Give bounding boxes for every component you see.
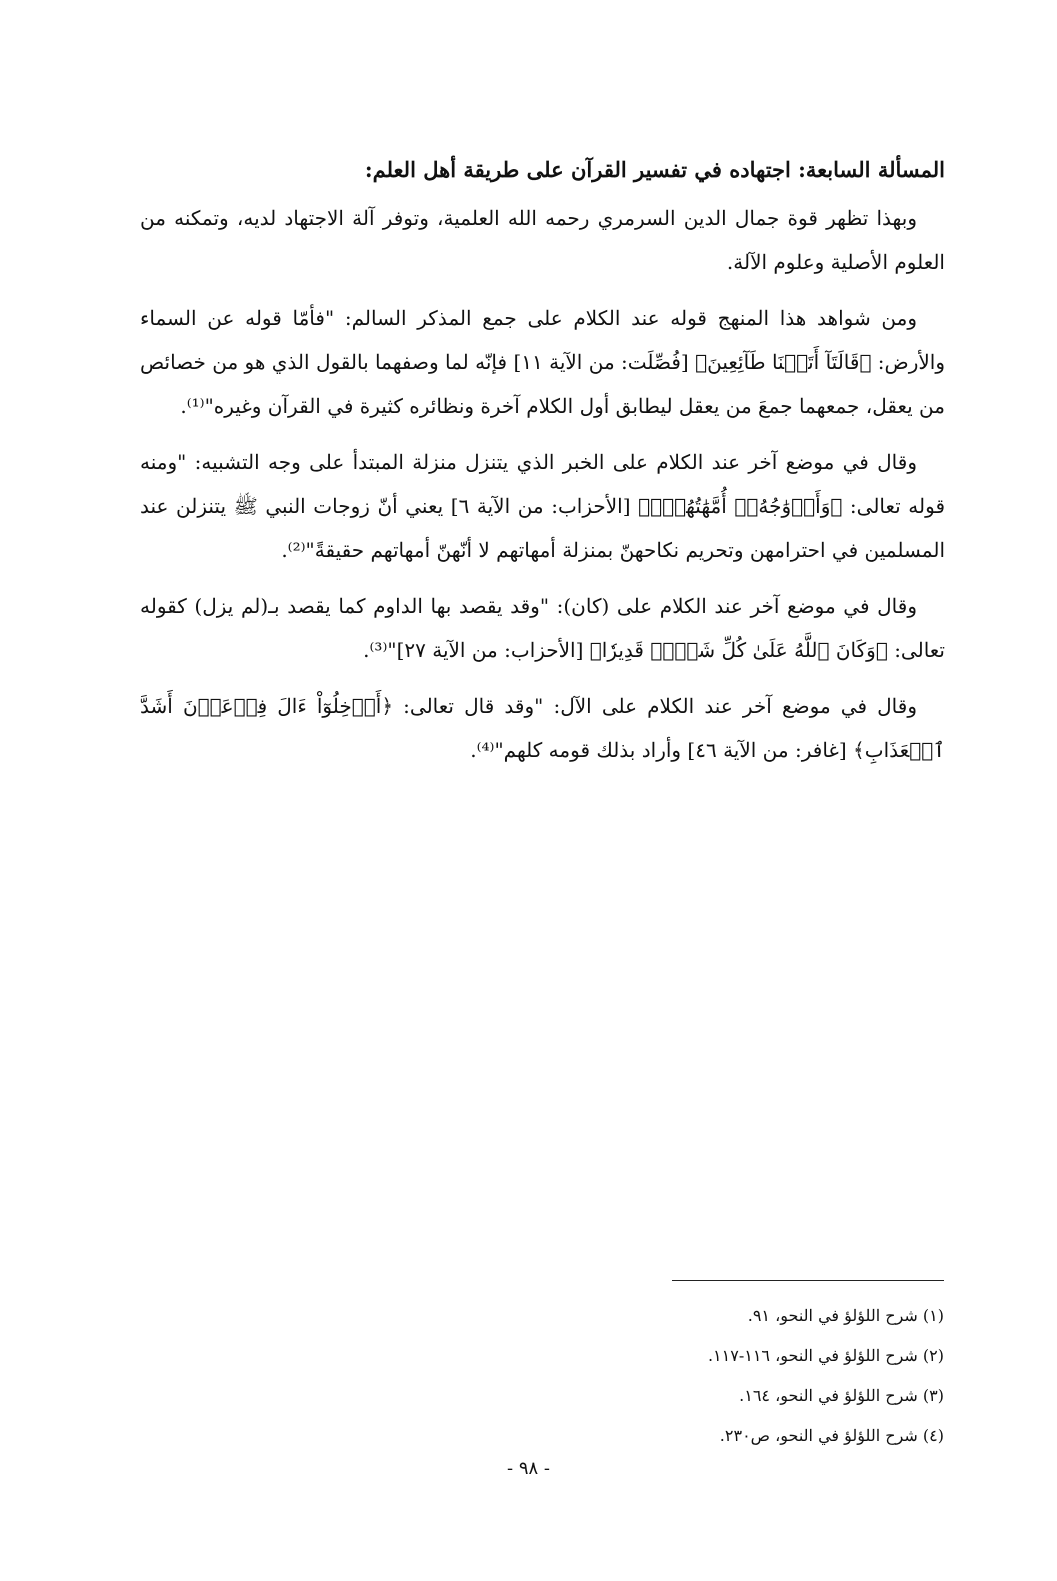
paragraph: وقال في موضع آخر عند الكلام على الآل: "وقد قال تعالى: ﴿أَدۡخِلُوٓاْ ءَالَ فِرۡعَوۡنَ أَشَدَّ ٱلۡعَذَابِ﴾ [غافر: من الآية ٤٦] وأراد بذلك قومه كلهم"⁽⁴⁾.: [140, 694, 945, 762]
footnote-separator: [672, 1280, 944, 1281]
paragraph: وقال في موضع آخر عند الكلام على (كان): "وقد يقصد بها الداوم كما يقصد بـ(لم يزل) كقوله تعالى: ﴿وَكَانَ ٱللَّهُ عَلَىٰ كُلِّ شَيۡءٖ قَدِيرٗا﴾ [الأحزاب: من الآية ٢٧]"⁽³⁾.: [140, 594, 945, 662]
section-heading: المسألة السابعة: اجتهاده في تفسير القرآن على طريقة أهل العلم:: [364, 157, 945, 182]
page-number: - ٩٨ -: [507, 1458, 550, 1479]
footnote: (١) شرح اللؤلؤ في النحو، ٩١.: [747, 1306, 944, 1325]
footnotes: [560, 1296, 944, 1456]
paragraph: وبهذا تظهر قوة جمال الدين السرمري رحمه الله العلمية، وتوفر آلة الاجتهاد لديه، وتمكنه من العلوم الأصلية وعلوم الآلة.: [140, 206, 945, 274]
footnote: (٣) شرح اللؤلؤ في النحو، ١٦٤.: [739, 1386, 944, 1405]
footnote: (٤) شرح اللؤلؤ في النحو، ص٢٣٠.: [719, 1426, 944, 1445]
paragraph: وقال في موضع آخر عند الكلام على الخبر الذي يتنزل منزلة المبتدأ على وجه التشبيه: "ومنه قوله تعالى: ﴿وَأَزۡوَٰجُهُۥٓ أُمَّهَٰتُهُمۡۗ﴾ [الأحزاب: من الآية ٦] يعني أنّ زوجات النبي ﷺ يتنزلن عند المسلمين في احترامهن وتحريم نكاحهنّ بمنزلة أمهاتهم لا أنّهنّ أمهاتهم حقيقةً"⁽²⁾.: [140, 450, 946, 562]
footnote: (٢) شرح اللؤلؤ في النحو، ١١٦-١١٧.: [707, 1346, 944, 1365]
paragraph: ومن شواهد هذا المنهج قوله عند الكلام على جمع المذكر السالم: "فأمّا قوله عن السماء والأرض: ﴿قَالَتَآ أَتَيۡنَا طَآئِعِينَ﴾ [فُصِّلَت: من الآية ١١] فإنّه لما وصفهما بالقول الذي هو من خصائص من يعقل، جمعهما جمعَ من يعقل ليطابق أول الكلام آخرة ونظائره كثيرة في القرآن وغيره"⁽¹⁾.: [140, 306, 946, 418]
main-text: [140, 148, 945, 772]
